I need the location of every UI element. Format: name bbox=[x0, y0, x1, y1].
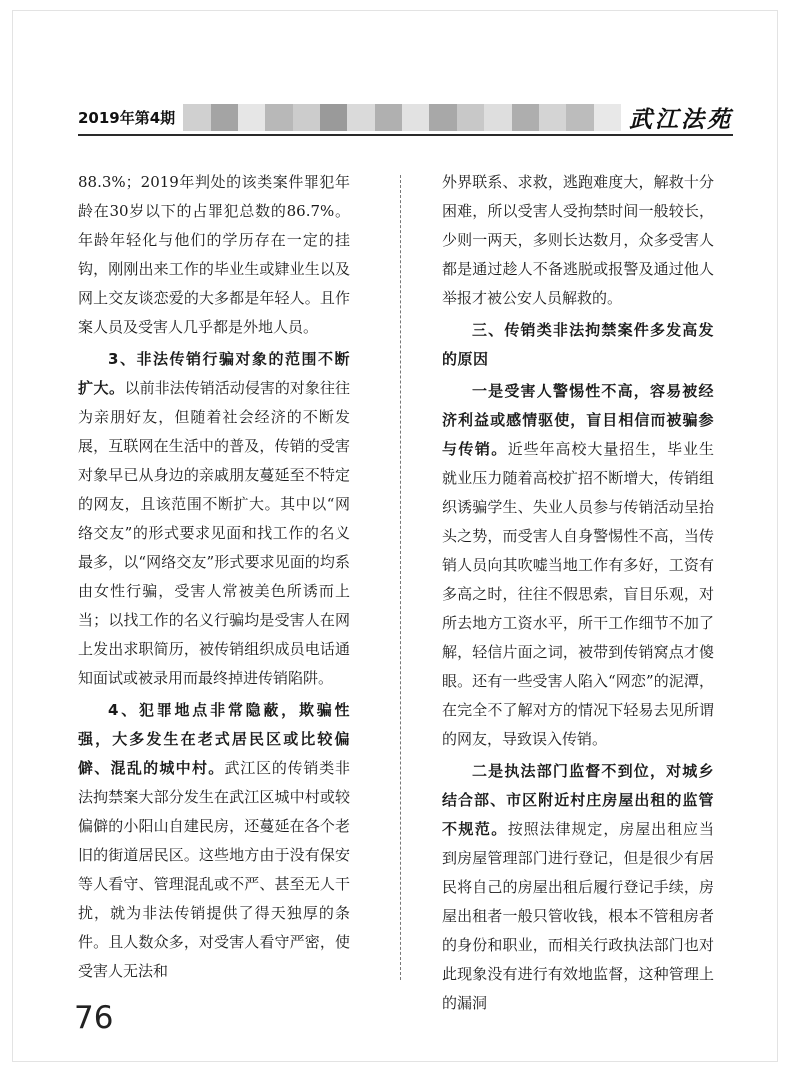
header-gradient-band bbox=[183, 104, 621, 131]
right-column bbox=[442, 168, 714, 1018]
band-segment bbox=[293, 104, 320, 131]
paragraph-heading: 二是执法部门监督不到位，对城乡结合部、市区附近村庄房屋出租的监管不规范。 bbox=[442, 762, 714, 838]
left-column bbox=[78, 168, 350, 986]
band-segment bbox=[375, 104, 402, 131]
paragraph-text: 以前非法传销活动侵害的对象往往为亲朋好友，但随着社会经济的不断发展，互联网在生活中的普及，传销的受害对象早已从身边的亲戚朋友蔓延至不特定的网友，且该范围不断扩大。其中以“网络交友”的形式要求见面和找工作的名义最多，以“网络交友”形式要求见面的均系由女性行骗，受害人常被美色所诱而上当；以找工作的名义行骗均是受害人在网上发出求职简历，被传销组织成员电话通知面试或被录用而最终掉进传销陷阱。 bbox=[78, 379, 350, 687]
page-header bbox=[78, 101, 733, 136]
paragraph bbox=[78, 345, 350, 693]
band-segment bbox=[457, 104, 484, 131]
section-title: 三、传销类非法拘禁案件多发高发的原因 bbox=[442, 321, 714, 368]
paragraph-text: 按照法律规定，房屋出租应当到房屋管理部门进行登记，但是很少有居民将自己的房屋出租后履行登记手续，房屋出租者一般只管收钱，根本不管租房者的身份和职业，而相关行政执法部门也对此现象没有进行有效地监督，这种管理上的漏洞 bbox=[442, 820, 714, 1012]
band-segment bbox=[238, 104, 265, 131]
page-number: 76 bbox=[74, 1000, 114, 1036]
paragraph: 外界联系、求救，逃跑难度大，解救十分困难，所以受害人受拘禁时间一般较长，少则一两天，多则长达数月，众多受害人都是通过趁人不备逃脱或报警及通过他人举报才被公安人员解救的。 bbox=[442, 173, 714, 307]
column-divider bbox=[400, 175, 401, 980]
paragraph-text: 武江区的传销类非法拘禁案大部分发生在武江区城中村或较偏僻的小阳山自建民房，还蔓延在各个老旧的街道居民区。这些地方由于没有保安等人看守、管理混乱或不严、甚至无人干扰，就为非法传销提供了得天独厚的条件。且人数众多，对受害人看守严密，使受害人无法和 bbox=[78, 759, 350, 980]
journal-title: 武江法苑 bbox=[629, 106, 733, 133]
band-segment bbox=[402, 104, 429, 131]
paragraph bbox=[442, 377, 714, 754]
band-segment bbox=[594, 104, 621, 131]
paragraph-heading: 3、非法传销行骗对象的范围不断扩大。 bbox=[78, 350, 350, 397]
band-segment bbox=[265, 104, 292, 131]
band-segment bbox=[566, 104, 593, 131]
paragraph-heading: 一是受害人警惕性不高，容易被经济利益或感情驱使，盲目相信而被骗参与传销。 bbox=[442, 382, 714, 458]
band-segment bbox=[512, 104, 539, 131]
paragraph bbox=[442, 757, 714, 1018]
paragraph: 88.3%；2019年判处的该类案件罪犯年龄在30岁以下的占罪犯总数的86.7%。年龄年轻化与他们的学历存在一定的挂钩，刚刚出来工作的毕业生或肄业生以及网上交友谈恋爱的大多都是年轻人。且作案人员及受害人几乎都是外地人员。 bbox=[78, 173, 350, 336]
band-segment bbox=[539, 104, 566, 131]
paragraph bbox=[78, 696, 350, 986]
paragraph-heading: 4、犯罪地点非常隐蔽，欺骗性强，大多发生在老式居民区或比较偏僻、混乱的城中村。 bbox=[78, 701, 350, 777]
band-segment bbox=[320, 104, 347, 131]
section-heading bbox=[442, 316, 714, 374]
band-segment bbox=[484, 104, 511, 131]
band-segment bbox=[429, 104, 456, 131]
band-segment bbox=[211, 104, 238, 131]
band-segment bbox=[347, 104, 374, 131]
paragraph-text: 近些年高校大量招生，毕业生就业压力随着高校扩招不断增大，传销组织诱骗学生、失业人员参与传销活动呈抬头之势，而受害人自身警惕性不高，当传销人员向其吹嘘当地工作有多好，工资有多高之时，往往不假思索，盲目乐观，对所去地方工资水平，所干工作细节不加了解，轻信片面之词，被带到传销窝点才傻眼。还有一些受害人陷入“网恋”的泥潭，在完全不了解对方的情况下轻易去见所谓的网友，导致误入传销。 bbox=[442, 440, 714, 748]
band-segment bbox=[183, 104, 210, 131]
issue-label: 2019年第4期 bbox=[78, 109, 176, 127]
